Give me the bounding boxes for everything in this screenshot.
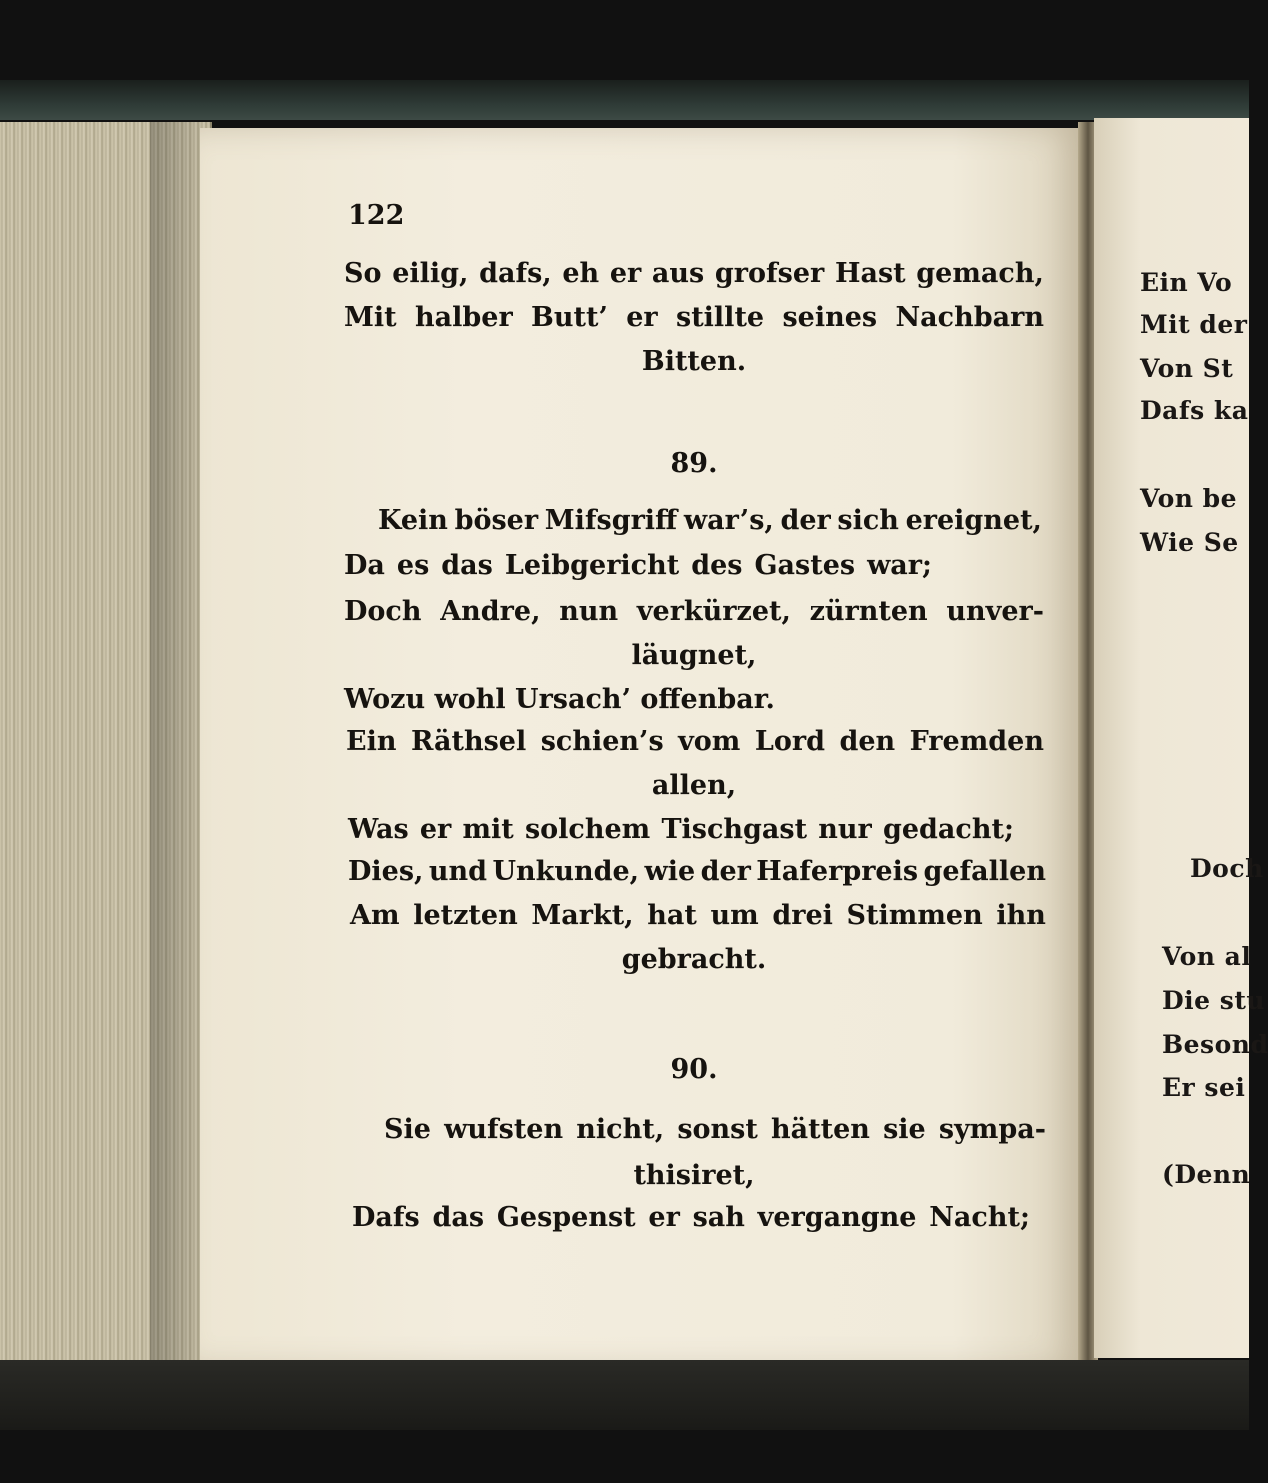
verse-word: war; (867, 550, 932, 581)
verse-word: Haferpreis (756, 856, 919, 887)
cover-bottom-edge (0, 1360, 1249, 1430)
verse-line-continuation: gebracht. (621, 944, 767, 975)
verse-word: verkürzet, (636, 596, 791, 627)
verse-word: ereignet, (905, 505, 1042, 536)
verse-line (348, 814, 1014, 845)
verse-word: er (419, 814, 452, 845)
verse-word: Am (350, 900, 400, 931)
verse-word: war’s, (683, 505, 774, 536)
verse-word: dafs, (479, 258, 552, 289)
verse-line: Wozu wohl Ursach’ offenbar. (344, 684, 775, 715)
verse-line (378, 505, 1042, 536)
verse-word: zürnten (809, 596, 928, 627)
verse-word: Stimmen (846, 900, 983, 931)
verse-word: er (648, 1202, 680, 1233)
verse-line-continuation: Bitten. (641, 346, 747, 377)
verse-word: wie (644, 856, 696, 887)
right-fragment: Besond (1162, 1030, 1268, 1059)
right-fragment: Von al (1162, 942, 1252, 971)
verse-word: aus (651, 258, 705, 289)
verse-word: Gastes (754, 550, 856, 581)
right-fragment: Doch (1190, 854, 1264, 883)
verse-word: sah (692, 1202, 745, 1233)
verse-word: Mit (344, 302, 397, 333)
verse-word: Leibgericht (504, 550, 680, 581)
verse-word: nur (818, 814, 872, 845)
verse-word: letzten (413, 900, 518, 931)
verse-word: Mifsgriff (544, 505, 678, 536)
verse-word: er (626, 302, 658, 333)
verse-line (344, 302, 1044, 333)
verse-word: Was (348, 814, 409, 845)
verse-word: Dafs (352, 1202, 420, 1233)
verse-word: Tischgast (661, 814, 808, 845)
verse-word: gemach, (916, 258, 1044, 289)
verse-line (344, 258, 1044, 289)
verse-word: Lord (754, 726, 825, 757)
verse-word: Dies, (348, 856, 424, 887)
right-fragment: Von be (1140, 484, 1238, 513)
verse-word: sie (883, 1114, 926, 1145)
verse-line (344, 550, 932, 581)
right-fragment: Von St (1140, 354, 1234, 383)
cover-top-edge (0, 80, 1249, 120)
right-fragment: Dafs ka (1140, 396, 1249, 425)
verse-word: das (441, 550, 493, 581)
verse-word: das (432, 1202, 485, 1233)
verse-word: sympa- (938, 1114, 1046, 1145)
verse-word: Nacht; (929, 1202, 1030, 1233)
verse-line-continuation: allen, (651, 770, 737, 801)
verse-word: Kein (378, 505, 448, 536)
verse-word: der (780, 505, 831, 536)
verse-word: böser (454, 505, 539, 536)
verse-word: er (609, 258, 642, 289)
verse-word: Markt, (531, 900, 634, 931)
verse-word: wufsten (444, 1114, 564, 1145)
verse-word: hätten (771, 1114, 870, 1145)
verse-line-continuation: läugnet, (631, 640, 757, 671)
verse-word: drei (772, 900, 833, 931)
right-fragment: Mit der (1140, 310, 1248, 339)
stanza-number: 90. (670, 1054, 718, 1085)
verse-word: Da (344, 550, 385, 581)
verse-line (344, 596, 1044, 627)
verse-word: schien’s (540, 726, 664, 757)
right-fragment: (Denn (1162, 1160, 1251, 1189)
right-fragment: Wie Se (1140, 528, 1239, 557)
verse-line-continuation: thisiret, (633, 1160, 755, 1191)
verse-word: unver- (946, 596, 1044, 627)
verse-line (384, 1114, 1046, 1145)
verse-word: Räthsel (410, 726, 527, 757)
verse-word: um (710, 900, 759, 931)
verse-word: gedacht; (882, 814, 1014, 845)
verse-line (346, 726, 1044, 757)
verse-word: eilig, (392, 258, 469, 289)
page-number: 122 (348, 200, 405, 231)
verse-word: sonst (677, 1114, 758, 1145)
verse-word: seines (782, 302, 878, 333)
right-page (1094, 118, 1268, 1358)
verse-word: grofser (714, 258, 825, 289)
verse-word: und (428, 856, 488, 887)
verse-word: vom (678, 726, 741, 757)
verse-word: solchem (524, 814, 651, 845)
verse-line (348, 856, 1046, 887)
right-fragment: Die stu (1162, 986, 1266, 1015)
verse-word: halber (415, 302, 513, 333)
verse-word: Fremden (909, 726, 1044, 757)
page-stack-edge (0, 122, 212, 1372)
verse-word: gefallen (923, 856, 1046, 887)
stanza-number: 89. (670, 448, 718, 479)
verse-word: des (691, 550, 743, 581)
verse-line (350, 900, 1046, 931)
verse-word: Sie (384, 1114, 431, 1145)
verse-word: ihn (996, 900, 1046, 931)
verse-word: So (344, 258, 382, 289)
verse-word: nicht, (576, 1114, 665, 1145)
right-fragment: Er sei (1162, 1073, 1246, 1102)
verse-word: Butt’ (531, 302, 608, 333)
verse-word: sich (837, 505, 899, 536)
verse-word: Doch (344, 596, 422, 627)
verse-word: es (396, 550, 430, 581)
verse-word: Unkunde, (492, 856, 640, 887)
verse-word: den (839, 726, 896, 757)
verse-word: Ein (346, 726, 397, 757)
verse-word: vergangne (757, 1202, 917, 1233)
verse-word: Gespenst (496, 1202, 636, 1233)
verse-word: Nachbarn (895, 302, 1044, 333)
verse-word: hat (647, 900, 697, 931)
verse-word: Hast (834, 258, 906, 289)
verse-word: nun (559, 596, 619, 627)
verse-word: der (700, 856, 751, 887)
verse-word: eh (562, 258, 600, 289)
right-fragment: Ein Vo (1140, 268, 1233, 297)
verse-word: stillte (676, 302, 765, 333)
verse-word: Andre, (440, 596, 541, 627)
verse-word: mit (462, 814, 514, 845)
verse-line (352, 1202, 1030, 1233)
